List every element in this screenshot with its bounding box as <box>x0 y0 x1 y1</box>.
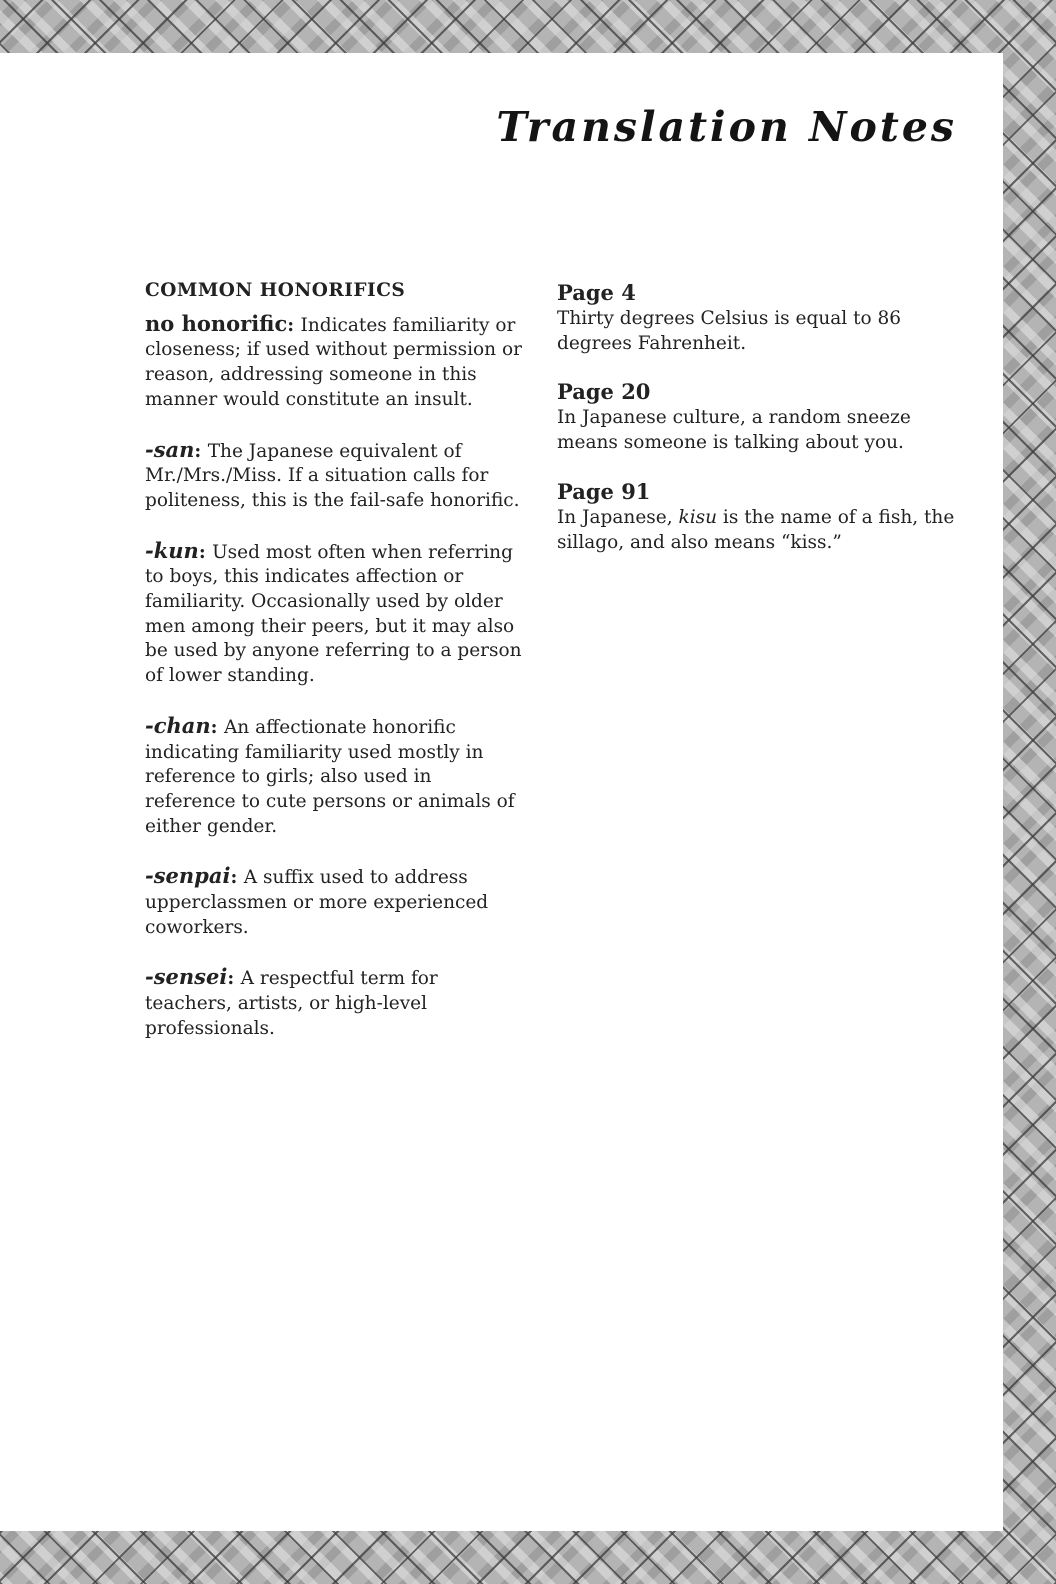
term-separator: : <box>230 867 244 889</box>
honorific-term: -sensei <box>145 964 228 990</box>
honorific-definition: Indicates familiarity or closeness; if used without permission or reason, addressing someone in this manner would constitute an insult. <box>145 314 522 410</box>
honorific-definition: Used most often when referring to boys, this indicates affection or familiarity. Occasionally used by older men among their peers, but it may also be used by anyone referring to a person of lower standing. <box>145 541 522 687</box>
honorific-entry-sensei <box>145 965 525 1041</box>
honorifics-column <box>145 279 525 1067</box>
honorific-entry-no-honorific <box>145 312 525 413</box>
page-notes-column <box>557 279 957 577</box>
term-separator: : <box>198 541 213 563</box>
term-separator: : <box>194 440 208 462</box>
term-separator: : <box>210 716 224 738</box>
honorific-definition: A respectful term for teachers, artists, or high-level professionals. <box>145 968 438 1039</box>
honorific-term: -senpai <box>145 863 231 889</box>
honorific-term: -san <box>145 436 195 462</box>
page-note-20 <box>557 378 957 455</box>
honorific-definition: The Japanese equivalent of Mr./Mrs./Miss. If a situation calls for politeness, this is the fail-safe honorific. <box>145 440 520 511</box>
honorific-term: -kun <box>145 537 199 563</box>
honorific-term: no honorific <box>145 310 288 336</box>
honorific-entry-chan <box>145 714 525 840</box>
honorific-definition: A suffix used to address upperclassmen or more experienced coworkers. <box>145 867 489 938</box>
term-separator: : <box>227 968 241 990</box>
note-text-before: In Japanese, <box>557 506 679 528</box>
honorific-definition: An affectionate honorific indicating familiarity used mostly in reference to girls; also used in reference to cute persons or animals of either gender. <box>145 716 515 837</box>
honorific-entry-kun <box>145 539 525 689</box>
term-separator: : <box>287 314 301 336</box>
note-text: Thirty degrees Celsius is equal to 86 degrees Fahrenheit. <box>557 308 902 354</box>
page-title: Translation Notes <box>496 103 957 151</box>
page-note-91 <box>557 478 957 555</box>
honorific-term: -chan <box>145 712 211 738</box>
page-note-4 <box>557 279 957 356</box>
honorific-entry-san <box>145 438 525 514</box>
page <box>0 53 1003 1531</box>
page-label: Page 4 <box>557 280 636 305</box>
honorific-entry-senpai <box>145 864 525 940</box>
note-italic-word: kisu <box>678 506 718 528</box>
page-label: Page 20 <box>557 379 651 405</box>
note-text: In Japanese culture, a random sneeze means someone is talking about you. <box>557 407 911 454</box>
note-text-after: is the name of a fish, the sillago, and also means “kiss.” <box>557 506 955 553</box>
page-label: Page 91 <box>557 478 651 504</box>
section-heading: COMMON HONORIFICS <box>145 280 406 301</box>
